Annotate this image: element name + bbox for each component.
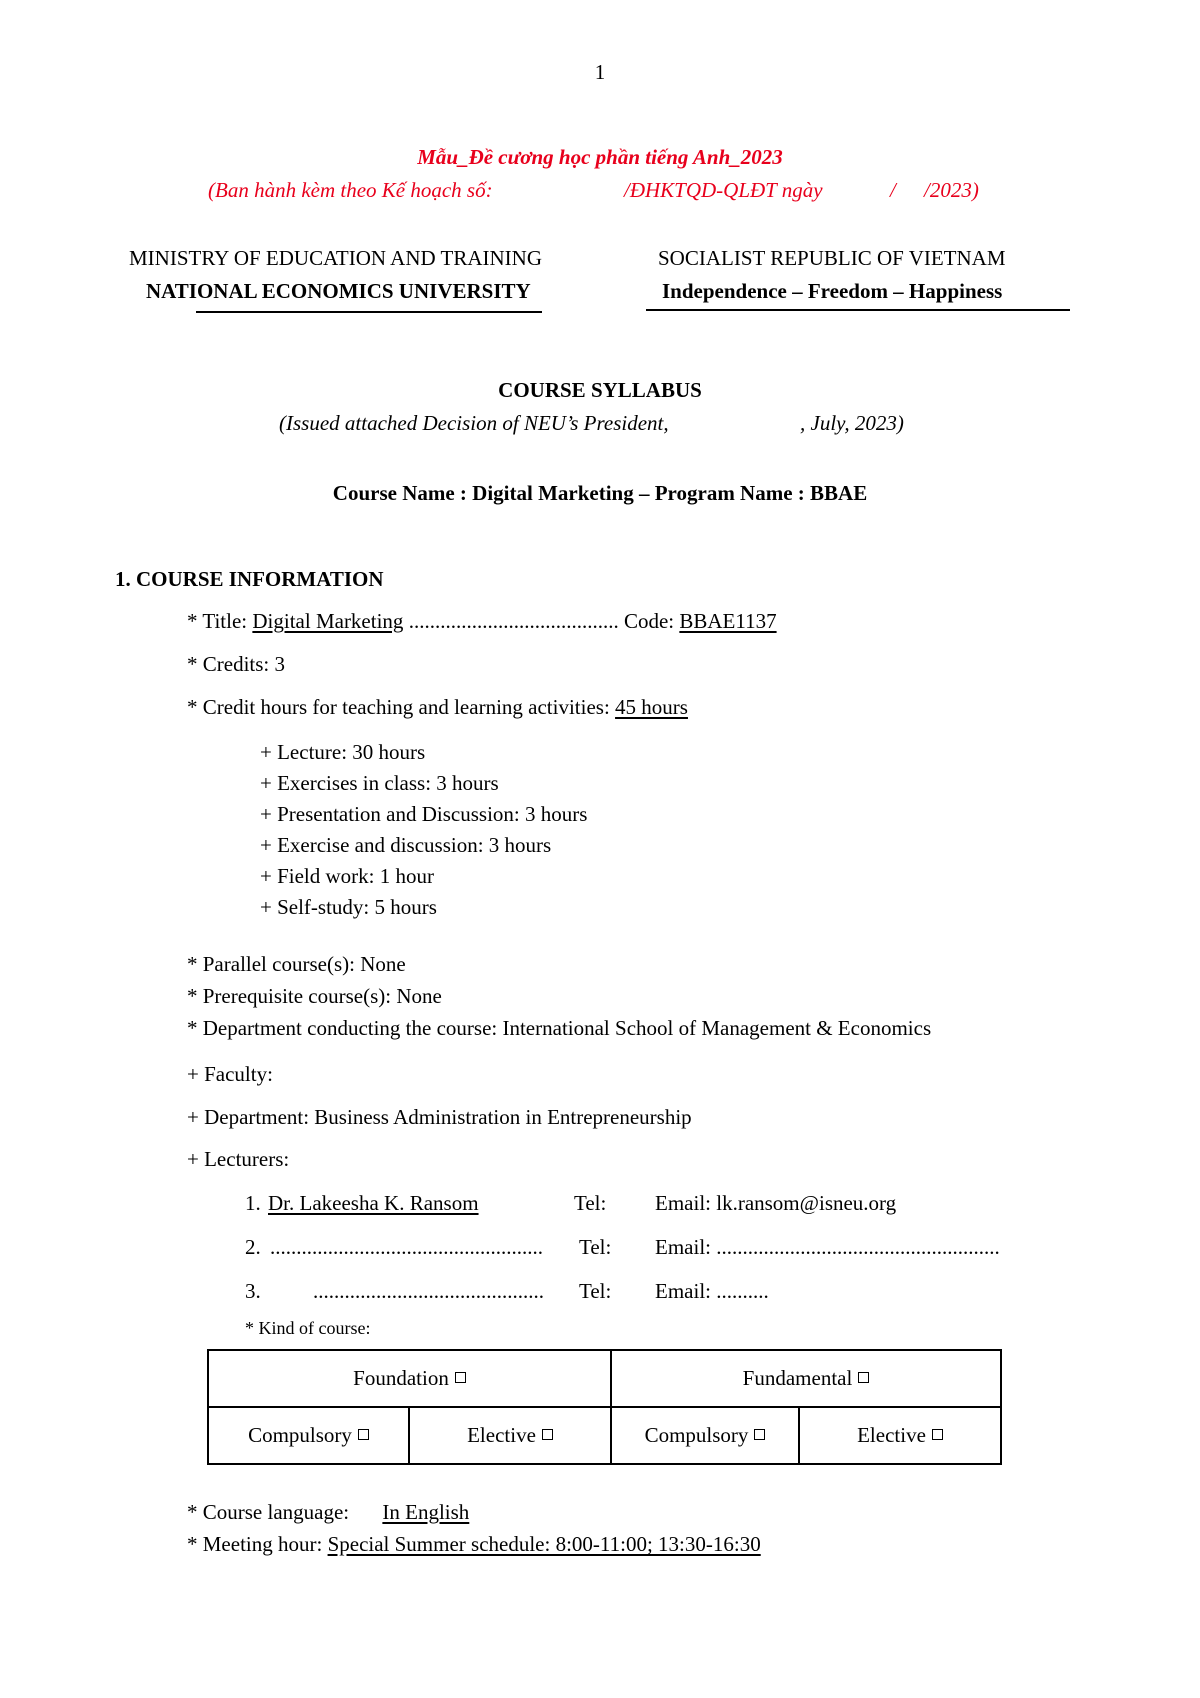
fundamental-elective-checkbox[interactable] (932, 1429, 943, 1440)
template-issued-year: /2023) (924, 178, 979, 202)
faculty: + Faculty: (187, 1062, 273, 1086)
compulsory-label: Compulsory (644, 1423, 749, 1447)
course-name-line: Course Name : Digital Marketing – Program Name : BBAE (332, 481, 868, 505)
title-value: Digital Marketing (252, 609, 404, 633)
lecturer-email: Email: .......... (655, 1279, 769, 1303)
lecturer-email: Email: ...................................................... (655, 1235, 1000, 1259)
fundamental-compulsory-checkbox[interactable] (754, 1429, 765, 1440)
template-issued-sep: / (890, 178, 896, 202)
activity-item: + Presentation and Discussion: 3 hours (260, 802, 588, 826)
kind-of-course-table (207, 1349, 1002, 1465)
template-title: Mẫu_Đề cương học phần tiếng Anh_2023 (417, 145, 783, 169)
credit-hours-row (187, 695, 688, 720)
meeting-hour-label: * Meeting hour: (187, 1532, 323, 1556)
republic-name: SOCIALIST REPUBLIC OF VIETNAM (658, 246, 1006, 270)
meeting-hour-value: Special Summer schedule: 8:00-11:00; 13:30-16:30 (327, 1532, 761, 1556)
lecturer-num: 2. (245, 1235, 261, 1259)
activity-item: + Lecture: 30 hours (260, 740, 426, 764)
university-name: NATIONAL ECONOMICS UNIVERSITY (146, 279, 531, 303)
lecturer-email: Email: lk.ransom@isneu.org (655, 1191, 897, 1215)
left-header-rule (196, 311, 542, 313)
foundation-elective-checkbox[interactable] (542, 1429, 553, 1440)
title-dots: ........................................ (408, 609, 619, 633)
national-motto: Independence – Freedom – Happiness (662, 279, 1003, 303)
parallel-courses: * Parallel course(s): None (187, 952, 406, 976)
activity-item: + Exercises in class: 3 hours (260, 771, 499, 795)
activity-item: + Exercise and discussion: 3 hours (260, 833, 552, 857)
credits: * Credits: 3 (187, 652, 285, 676)
title-row (187, 609, 777, 634)
course-language-label: * Course language: (187, 1500, 350, 1524)
kind-of-course-label: * Kind of course: (245, 1318, 371, 1338)
department: + Department: Business Administration in Entrepreneurship (187, 1105, 692, 1129)
compulsory-label: Compulsory (248, 1423, 352, 1447)
course-language-value: In English (382, 1500, 470, 1524)
fundamental-compulsory-cell (611, 1407, 799, 1464)
foundation-label: Foundation (353, 1366, 449, 1390)
page-number: 1 (594, 60, 606, 84)
fundamental-elective-cell (799, 1407, 1001, 1464)
credit-hours-value: 45 hours (615, 695, 688, 719)
fundamental-cell (611, 1350, 1001, 1407)
prerequisite-courses: * Prerequisite course(s): None (187, 984, 442, 1008)
lecturer-name: Dr. Lakeesha K. Ransom (268, 1191, 479, 1215)
credit-hours-label: * Credit hours for teaching and learning activities: (187, 695, 610, 719)
department-conducting: * Department conducting the course: International School of Management & Economics (187, 1016, 932, 1040)
foundation-compulsory-checkbox[interactable] (358, 1429, 369, 1440)
elective-label: Elective (467, 1423, 536, 1447)
lecturer-tel: Tel: (579, 1279, 612, 1303)
foundation-compulsory-cell (208, 1407, 409, 1464)
ministry-name: MINISTRY OF EDUCATION AND TRAINING (129, 246, 543, 270)
activity-list (260, 737, 587, 923)
lecturer-name: .................................................... (270, 1235, 543, 1259)
course-language-row (187, 1500, 469, 1525)
code-value: BBAE1137 (679, 609, 777, 633)
section-heading: 1. COURSE INFORMATION (115, 567, 384, 591)
title-label: * Title: (187, 609, 248, 633)
syllabus-subtitle-prefix: (Issued attached Decision of NEU’s President, (279, 411, 669, 435)
lecturer-tel: Tel: (579, 1235, 612, 1259)
lecturer-tel: Tel: (574, 1191, 607, 1215)
meeting-hour-row (187, 1532, 761, 1557)
lecturers-label: + Lecturers: (187, 1147, 290, 1171)
template-issued-prefix: (Ban hành kèm theo Kế hoạch số: (208, 178, 493, 202)
foundation-elective-cell (409, 1407, 611, 1464)
lecturer-name: ............................................ (313, 1279, 544, 1303)
foundation-checkbox[interactable] (455, 1372, 466, 1383)
right-header-rule (646, 309, 1070, 311)
fundamental-label: Fundamental (742, 1366, 853, 1390)
activity-item: + Field work: 1 hour (260, 864, 434, 888)
foundation-cell (208, 1350, 611, 1407)
lecturer-num: 3. (245, 1279, 261, 1303)
syllabus-title: COURSE SYLLABUS (498, 378, 702, 402)
template-issued-middle: /ĐHKTQD-QLĐT ngày (624, 178, 823, 202)
lecturer-num: 1. (245, 1191, 261, 1215)
activity-item: + Self-study: 5 hours (260, 895, 437, 919)
syllabus-subtitle-suffix: , July, 2023) (800, 411, 904, 435)
fundamental-checkbox[interactable] (858, 1372, 869, 1383)
elective-label: Elective (857, 1423, 926, 1447)
code-label: Code: (623, 609, 675, 633)
